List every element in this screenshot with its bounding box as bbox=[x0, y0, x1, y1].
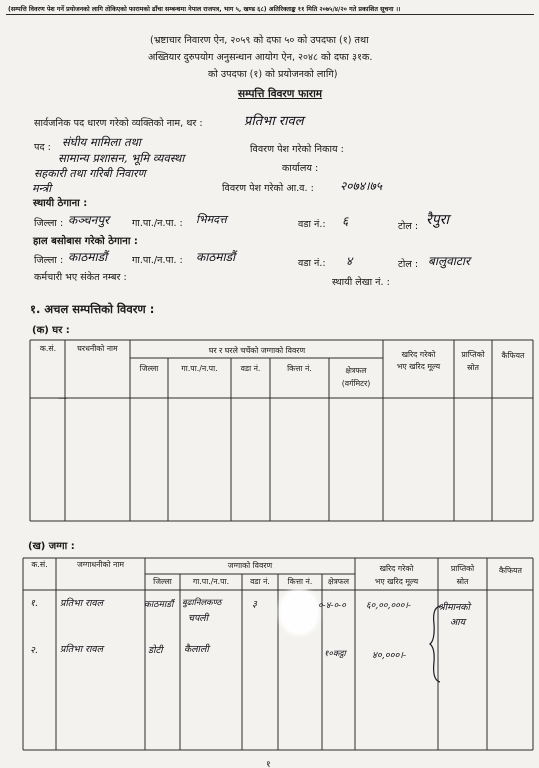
land-header-owner: जग्गाधनीको नाम bbox=[76, 560, 125, 569]
house-header-area-2: (वर्गमिटर) bbox=[341, 379, 371, 388]
land-row-2-district: डोटी bbox=[148, 645, 163, 656]
curr-district-label: जिल्ला : bbox=[34, 255, 64, 266]
intro-line-3: को उपदफा (१) को प्रयोजनको लागि) bbox=[208, 69, 338, 80]
land-header-value-1: खरिद गरेको bbox=[379, 564, 414, 573]
house-header-source-2: स्रोत bbox=[467, 363, 479, 372]
land-header-district: जिल्ला bbox=[153, 577, 172, 586]
land-header-remarks: कैफियत bbox=[499, 566, 522, 575]
land-header-source-2: स्रोत bbox=[456, 577, 469, 586]
house-header-group: घर र घरले चर्चेको जग्गाको विवरण bbox=[208, 346, 306, 355]
post-value-4: मन्त्री bbox=[32, 182, 52, 195]
land-row-1-ward: ३ bbox=[252, 599, 257, 610]
post-value-2: सामान्य प्रशासन, भूमि व्यवस्था bbox=[58, 151, 185, 165]
fiscal-year-value: २०७४।७५ bbox=[340, 179, 382, 193]
perm-ward-label: वडा नं.: bbox=[298, 219, 326, 230]
house-header-source-1: प्राप्तिको bbox=[461, 350, 485, 359]
curr-municipality-label: गा.पा./न.पा. : bbox=[132, 255, 183, 266]
section-immovable-title: १. अचल सम्पत्तिको विवरण : bbox=[30, 302, 155, 316]
house-header-kitta: कित्ता नं. bbox=[287, 364, 312, 373]
perm-district-value: कञ्चनपुर bbox=[68, 213, 110, 227]
curr-tole-label: टोल : bbox=[398, 259, 419, 270]
post-value-3: सहकारी तथा गरिबी निवारण bbox=[34, 167, 146, 180]
curr-tole-value: बालुवाटार bbox=[428, 254, 470, 268]
gazette-reference: (सम्पत्ति विवरण पेश गर्ने प्रयोजनको लागि तोकिएको फारामको ढाँचा सम्बन्धमा नेपाल राजपत्र, भाग ५, खण्ड ६८) अतिरिक्ताङ्क ११ मिति २०७५/४/२० गते प्रकाशित सूचना ।। bbox=[8, 6, 401, 13]
house-header-value-2: भए खरिद मूल्य bbox=[396, 362, 441, 371]
curr-district-value: काठमाडौं bbox=[68, 250, 108, 264]
perm-district-label: जिल्ला : bbox=[34, 218, 64, 229]
perm-tole-label: टोल : bbox=[398, 221, 419, 232]
land-header-group: जग्गाको विवरण bbox=[227, 561, 273, 570]
house-header-remarks: कैफियत bbox=[501, 351, 525, 360]
land-row-2-sn: २. bbox=[30, 645, 38, 656]
name-value: प्रतिभा रावल bbox=[244, 114, 304, 129]
intro-line-2: अख्तियार दुरुपयोग अनुसन्धान आयोग ऐन, २०४८ को दफा ३१क. bbox=[148, 52, 373, 63]
perm-municipality-value: भिमदत्त bbox=[196, 213, 227, 226]
land-subtitle: (ख) जग्गा : bbox=[28, 541, 75, 552]
current-address-heading: हाल बसोबास गरेको ठेगाना : bbox=[33, 236, 138, 247]
land-row-2-area: १०कट्ठा bbox=[324, 649, 346, 659]
land-row-1-municipality-2: चपली bbox=[188, 613, 209, 624]
curr-ward-value: ४ bbox=[346, 254, 353, 268]
land-row-2-value: ४०,०००।- bbox=[372, 650, 407, 661]
land-row-1-sn: १. bbox=[30, 598, 38, 609]
house-header-owner: घरधनीको नाम bbox=[77, 344, 118, 353]
land-row-1-source-1: श्रीमानको bbox=[438, 602, 470, 613]
land-row-1-value: ६०,००,०००।- bbox=[366, 601, 411, 611]
land-header-area: क्षेत्रफल bbox=[327, 577, 350, 586]
fiscal-year-label: विवरण पेश गरेको आ.व. : bbox=[222, 183, 314, 194]
land-header-municipality: गा.पा./न.पा. bbox=[192, 577, 230, 586]
post-label: पद : bbox=[34, 142, 51, 153]
perm-tole-value: रैपुरा bbox=[426, 212, 450, 228]
name-label: सार्वजनिक पद धारण गरेको व्यक्तिको नाम, थर : bbox=[34, 118, 203, 129]
header-rule bbox=[6, 14, 534, 15]
permanent-address-heading: स्थायी ठेगाना : bbox=[33, 198, 88, 209]
land-row-1-district: काठमाडौं bbox=[144, 600, 174, 610]
house-empty-dash: — bbox=[58, 393, 68, 404]
permanent-account-label: स्थायी लेखा नं. : bbox=[332, 277, 390, 288]
office-label: विवरण पेश गरेको निकाय : bbox=[250, 144, 344, 155]
perm-ward-value: ६ bbox=[342, 214, 349, 228]
land-row-2-owner: प्रतिभा रावल bbox=[60, 644, 103, 655]
post-value-1: संघीय मामिला तथा bbox=[62, 135, 141, 149]
land-row-1-area: ०-४-०-० bbox=[318, 601, 346, 611]
land-row-2-municipality: कैलाली bbox=[184, 644, 209, 655]
form-title: सम्पत्ति विवरण फाराम bbox=[238, 88, 323, 100]
house-header-district: जिल्ला bbox=[139, 364, 159, 373]
land-row-1-owner: प्रतिभा रावल bbox=[60, 598, 103, 609]
house-header-area-1: क्षेत्रफल bbox=[345, 366, 367, 375]
source-brace bbox=[428, 604, 448, 684]
land-row-1-municipality-1: बुढानिलकण्ठ bbox=[182, 597, 222, 607]
house-header-municipality: गा.पा./न.पा. bbox=[181, 364, 218, 373]
curr-municipality-value: काठमाडौं bbox=[196, 250, 236, 264]
land-header-value-2: भए खरिद मूल्य bbox=[374, 577, 419, 586]
intro-line-1: (भ्रष्टाचार निवारण ऐन, २०५९ को दफा ५० को उपदफा (१) तथा bbox=[150, 35, 369, 46]
employee-number-label: कर्मचारी भए संकेत नम्बर : bbox=[34, 272, 127, 283]
house-header-sn: क.सं. bbox=[39, 344, 57, 353]
curr-ward-label: वडा नं.: bbox=[298, 258, 326, 269]
perm-municipality-label: गा.पा./न.पा. : bbox=[132, 218, 183, 229]
page-number: १ bbox=[266, 760, 271, 768]
land-header-ward: वडा नं. bbox=[250, 577, 270, 586]
land-header-sn: क.सं. bbox=[31, 560, 48, 569]
house-header-value-1: खरिद गरेको bbox=[401, 350, 436, 359]
land-header-source-1: प्राप्तिको bbox=[450, 564, 475, 573]
office2-label: कार्यालय : bbox=[282, 163, 319, 174]
redaction-smudge bbox=[282, 592, 316, 632]
land-row-1-source-2: आय bbox=[450, 617, 466, 628]
house-header-ward: वडा नं. bbox=[240, 364, 261, 373]
land-header-kitta: कित्ता नं. bbox=[287, 577, 313, 586]
house-subtitle: (क) घर : bbox=[32, 325, 70, 336]
